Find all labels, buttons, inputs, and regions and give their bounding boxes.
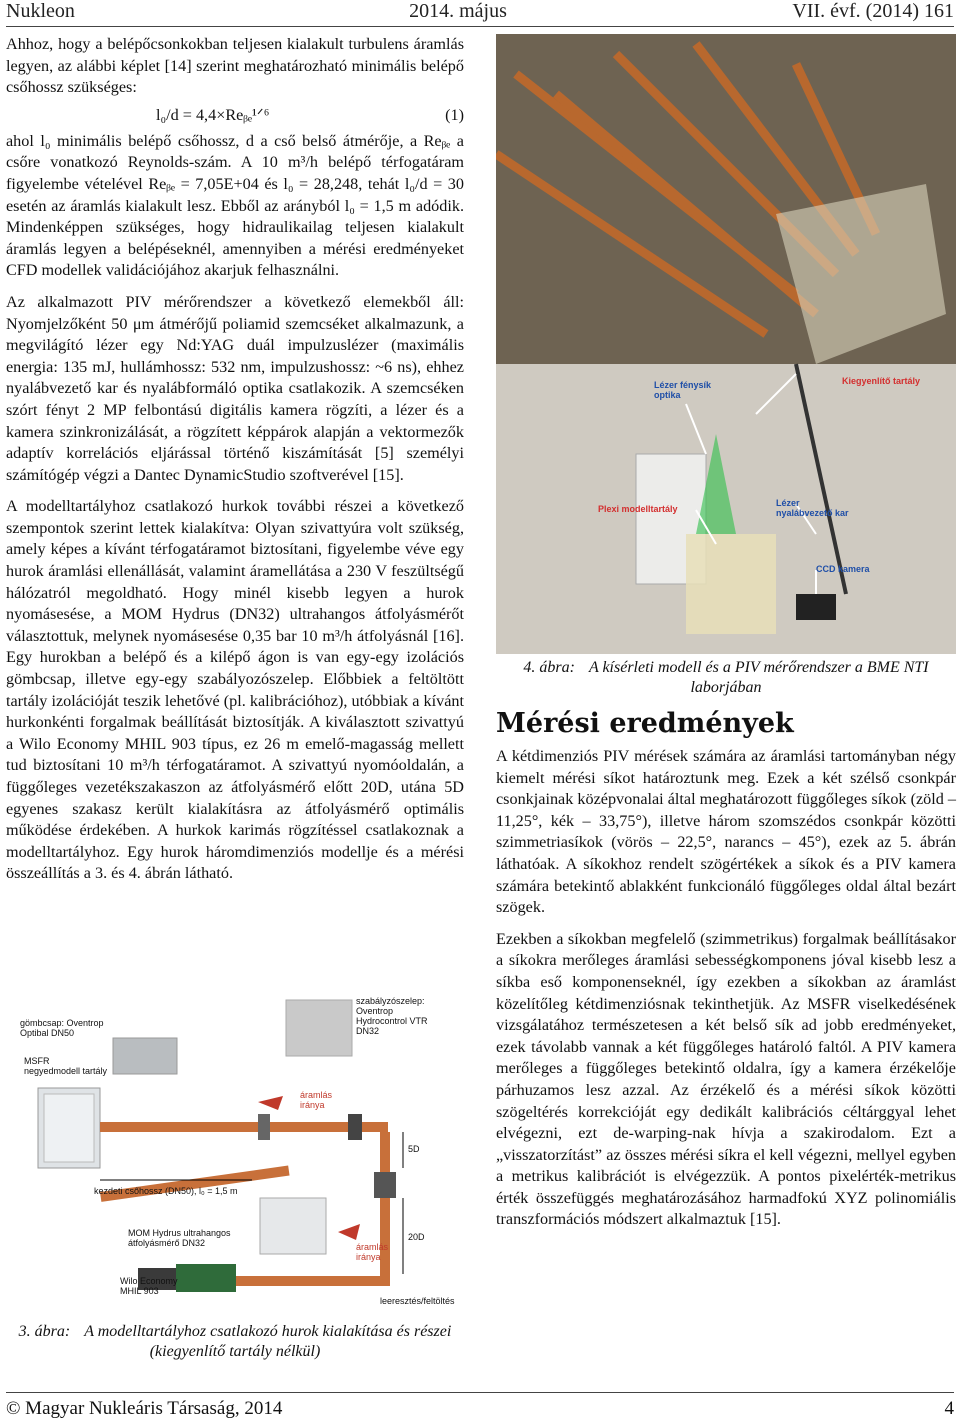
equation-1 xyxy=(6,103,464,127)
page-header xyxy=(6,0,954,24)
right-column xyxy=(496,746,956,1231)
paragraph: Ezekben a síkokban megfelelő (szimmetrikus) forgalmak beállításakor a síkokra merőleges áramlási sebességkomponens jóval kisebb lesz a síkba eső komponenseknél, így ezekben a síkokban az áramlást közelítőleg kétdimenziósnak tekinthetjük. Az MSFR viselkedésének vizsgálatához természetesen a két belső sík ad jobb eredményeket, ezek távolabb vannak a két függőleges határoló faltól. A PIV kamera merőleges a függőleges betekintő oldalra, így a kamera érzékelője párhuzamos lesz azzal. Az érzékelő és a mérési síkok közötti szögeltérés korrekcióját egy dedikált kalibrációs céltárggyal lehet elvégezni, ezt de-warping-nak hívja a szakirodalom. Ezt a „visszatorzítást” az összes mérési síkra el kell végezni, mellyel egyben a metrikus kalibrációt is elvégezzük. A pontos pixelérték-metrikus érték összefüggés meghatározásához harmadfokú XYZ polinomiális transzformációs módszert alkalmaztuk [15]. xyxy=(496,929,956,1229)
flow-direction-label: áramlás iránya xyxy=(356,1242,389,1262)
msfr-tank-label: MSFR negyedmodell tartály xyxy=(24,1056,108,1076)
figure-3-caption xyxy=(6,1322,464,1362)
ccd-camera-label: CCD kamera xyxy=(816,564,870,574)
flow-direction-label: áramlás iránya xyxy=(300,1090,333,1110)
footer-rule xyxy=(6,1392,954,1393)
figure-label: 3. ábra: xyxy=(18,1323,71,1340)
laser-arm-label: Lézer nyalábvezető kar xyxy=(776,498,849,518)
issue-date: 2014. május xyxy=(409,0,507,22)
volume-info: VII. évf. (2014) 161 xyxy=(792,0,954,22)
loop-illustration xyxy=(8,992,462,1310)
drain-label: leeresztés/feltöltés xyxy=(380,1296,455,1306)
laser-optics-label: Lézer fénysík optika xyxy=(654,380,712,400)
paragraph: Ahhoz, hogy a belépőcsonkokban teljesen kialakult turbulens áramlás legyen, az alábbi képlet [14] szerint meghatározható minimális belépő csőhossz szükséges: xyxy=(6,35,464,97)
pump-label: Wilo Economy MHIL 903 xyxy=(120,1276,178,1296)
page-number: 4 xyxy=(944,1398,954,1419)
figure-4-photo xyxy=(496,34,956,654)
header-rule xyxy=(6,26,954,27)
caption-text: (kiegyenlítő tartály nélkül) xyxy=(149,1343,321,1360)
caption-text: A modelltartályhoz csatlakozó hurok kialakítása és részei xyxy=(84,1323,452,1340)
journal-name: Nukleon xyxy=(6,0,75,22)
section-heading: Mérési eredmények xyxy=(496,708,794,739)
paragraph: ahol l₀ minimális belépő csőhossz, d a cső belső átmérője, a Reᵦₑ a csőre vonatkozó Reynolds-szám. A 10 m³/h belépő térfogatáram figyelembe vételével Reᵦₑ = 7,05E+04 és l₀ = 28,248, tehát l₀/d = 30 esetén az áramlás kialakult lesz. Ebből az arányból l₀ = 1,5 m adódik. Mindenképpen szükséges, hogy hidraulikailag teljesen kialakult áramlás legyen a belépéseknél, amennyiben a mérési eredményeket CFD modellek validációjához akarjuk felhasználni. xyxy=(6,131,464,280)
flowmeter-label: MOM Hydrus ultrahangos átfolyásmérő DN32 xyxy=(128,1228,231,1248)
copyright: © Magyar Nukleáris Társaság, 2014 xyxy=(6,1398,283,1419)
figure-3-diagram xyxy=(8,992,462,1310)
plexi-tank-label: Plexi modelltartály xyxy=(598,504,678,514)
equalizing-tank-label: Kiegyenlítő tartály xyxy=(842,376,921,386)
lab-photo-illustration xyxy=(496,34,956,654)
control-valve-label: szabályzószelep: Oventrop Hydrocontrol VTR DN32 xyxy=(356,996,428,1036)
caption-text: laborjában xyxy=(690,679,762,696)
left-column xyxy=(6,34,464,885)
length-20d-label: 20D xyxy=(408,1232,425,1242)
caption-text: A kísérleti modell és a PIV mérőrendszer a BME NTI xyxy=(588,659,929,676)
length-5d-label: 5D xyxy=(408,1144,420,1154)
inlet-length-label: kezdeti csőhossz (DN50), l₀ = 1,5 m xyxy=(94,1186,238,1196)
paragraph: A kétdimenziós PIV mérések számára az áramlási tartományban négy kiemelt mérési síkot határoztunk meg. Ezek a két szélső csonkpár csonkjainak középvonalai által meghatározott függőleges síkok (zöld – 11,25°, kék – 33,75°), illetve három szomszédos csonkpár közötti szimmetriasíkok (vörös – 22,5°, narancs – 45°), ezek az 5. ábrán láthatóak. A síkokhoz rendelt szögértékek a síkok és a PIV kamera számára betekintő ablakként funkcionáló függőleges oldal által bezárt szögek. xyxy=(496,747,956,917)
paragraph: A modelltartályhoz csatlakozó hurkok további részei a következő szempontok szerint lettek kialakítva: Olyan szivattyúra volt szükség, amely képes a kívánt térfogatáramot biztosítani, figyelembe véve egy hurok áramlási ellenállását, valamint áramellátása a 230 V feszültségű hálózatról megoldható. Hogy minél kisebb legyen a hurok nyomásesése, a MOM Hydrus (DN32) ultrahangos átfolyásmérőt választottuk, melynek nyomásesése 0,35 bar 10 m³/h átfolyásnál [16]. Egy hurokban a belépő és a kilépő ágon is van egy-egy izolációs gömbcsap, illetve egy-egy szabályozószelep. Előbbiek a feltöltött tartály izolációját teszik lehetővé (pl. kalibrációhoz), utóbbiak a kívánt hurkonkénti forgalmak beállítását biztosítják. A kiválasztott szivattyú a Wilo Economy MHIL 903 típus, ez 26 m emelő-magasság mellett tud biztosítani 10 m³/h térfogatáramot. A szivattyú nyomóoldalán, a függőleges vezetékszakaszon az átfolyásmérő előtt 20D, utána 5D egyenes szakasz került kialakításra az átfolyásmérő optimális működése érdekében. A hurkok karimás rögzítéssel csatlakoznak a modelltartályhoz. Egy hurok háromdimenziós modellje és a mérési összeállítás a 3. és 4. ábrán látható. xyxy=(6,497,464,883)
paragraph: Az alkalmazott PIV mérőrendszer a következő elemekből áll: Nyomjelzőként 50 μm átmérőjű poliamid szemcséket alkalmazunk, a megvilágító lézer egy Nd:YAG duál impulzuslézer (maximális energia: 135 mJ, hullámhossz: 532 nm, impulzushossz: ~6 ns), ehhez nyalábvezető kar és nyalábformáló optika csatlakozik. A szemcséken szórt fényt 2 MP felbontású digitális kamera rögzíti, a lézer és a kamera szinkronizálását, a rögzített képpárok alapján a vektormezők adaptív korrelációs eljárással történő kiszámítását [5] személyi számítógép végzi a Dantec DynamicStudio szoftverével [15]. xyxy=(6,292,464,484)
figure-4-caption xyxy=(496,658,956,698)
page-footer xyxy=(6,1398,954,1420)
figure-label: 4. ábra: xyxy=(523,659,575,676)
equation-text: l₀/d = 4,4×Reᵦₑ¹ᐟ⁶ xyxy=(156,105,270,124)
equation-number: (1) xyxy=(445,105,464,124)
ball-valve-label: gömbcsap: Oventrop Optibal DN50 xyxy=(20,1018,104,1038)
